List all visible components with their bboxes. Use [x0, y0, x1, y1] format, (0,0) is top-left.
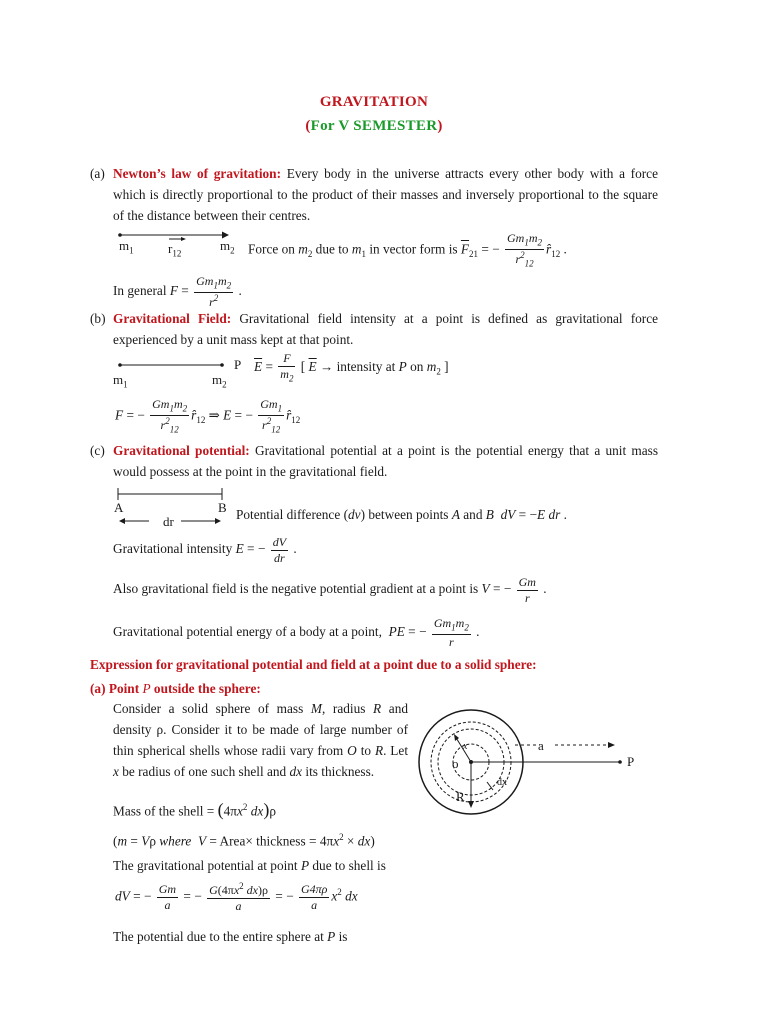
label-b-m2: $m_2$ — [212, 372, 227, 390]
label-a: A — [114, 500, 124, 515]
diagram-a: a — [538, 738, 544, 753]
diagram-p: P — [627, 754, 635, 769]
potential-difference: Potential difference (dv) between points A and B dV = −E dr . — [236, 507, 567, 522]
shell-potential-eq: dV = − $\frac{Gm}{a}$ = − $\frac{G(4\pi x^2 dx)\rho}{a}$ = − $\frac{G4\pi\rho}{a}$ $x^2$ dx — [115, 881, 358, 913]
mass-volume: (m = Vρ where V = Area× thickness = $4\pi x^2 \times dx$) — [113, 832, 375, 849]
shell-potential-text: The gravitational potential at point P due to shell is — [113, 858, 386, 873]
entire-sphere-text: The potential due to the entire sphere at P is — [113, 929, 348, 944]
sphere-diagram — [415, 700, 640, 820]
label-m2: $m_2$ — [220, 238, 235, 256]
section-c-body: Gravitational potential: Gravitational potential at a point is the potential energy that a unit mass would possess at the point in the gravitational field. — [113, 443, 658, 479]
diagram-dx: dx — [497, 777, 507, 788]
intensity-gradient: Gravitational intensity E = − $\frac{dV}{dr}$ . — [113, 535, 297, 565]
section-b-tag: (b) — [90, 311, 106, 326]
label-dr: dr — [163, 514, 174, 529]
diagram-o: o — [452, 756, 459, 771]
label-r12: $r_{12}$ — [168, 241, 182, 259]
sphere-paragraph: Consider a solid sphere of mass M, radius R and density ρ. Consider it to be made of large number of thin spherical shells whose radii vary from O to R. Let x be radius of one such shell and dx its thickness. — [113, 701, 409, 779]
intensity-eq: $\overline{E}$ = $\frac{F}{m_2}$ [ $\overline{E}$ → intensity at P on $m_2$ ] — [254, 351, 449, 383]
diagram-r: R — [456, 789, 465, 804]
potential-energy: Gravitational potential energy of a body at a point, PE = − $\frac{Gm_1m_2}{r}$ . — [113, 616, 480, 649]
page-subtitle: (For V SEMESTER) — [305, 118, 443, 134]
shell-mass: Mass of the shell = ($4\pi x^2$ dx)ρ — [113, 799, 276, 820]
section-a-tag: (a) — [90, 166, 105, 181]
general-force: In general F = $\frac{Gm_1m_2}{r^2}$ . — [113, 274, 242, 309]
field-potential: Also gravitational field is the negative potential gradient at a point is V = − $\frac{Gm}{r}$ . — [113, 575, 547, 605]
diagram-x: x — [463, 741, 468, 752]
solid-sphere-heading: Expression for gravitational potential and field at a point due to a solid sphere: — [90, 657, 537, 672]
page-title: GRAVITATION — [319, 94, 429, 110]
section-a-body: Newton’s law of gravitation: Every body in the universe attracts every other body with a force which is directly proportional to the product of their masses and inversely proportional to the square of the distance between their centres. — [113, 166, 658, 223]
label-b-p: P — [234, 357, 242, 372]
field-diagram — [112, 358, 232, 372]
force-vector-line: Force on $m_2$ due to $m_1$ in vector form is $\overline{F}_{21}$ = − $\frac{Gm_1m_2}{r^2_{12}}$ $r̂_{12}$ . — [248, 231, 567, 269]
field-derivation: F = − $\frac{Gm_1m_2}{r^2_{12}}$ $r̂_{12}$ ⇒ E = − $\frac{Gm_1}{r^2_{12}}$ $r̂_{12}$ — [115, 397, 301, 435]
label-b: B — [218, 500, 227, 515]
section-c-tag: (c) — [90, 443, 105, 458]
outside-sphere-heading: (a) Point P outside the sphere: — [90, 681, 261, 696]
label-b-m1: $m_1$ — [113, 372, 128, 390]
label-m1: $m_1$ — [119, 238, 134, 256]
section-b-body: Gravitational Field: Gravitational field intensity at a point is defined as gravitational force experienced by a unit mass kept at that point. — [113, 311, 658, 347]
